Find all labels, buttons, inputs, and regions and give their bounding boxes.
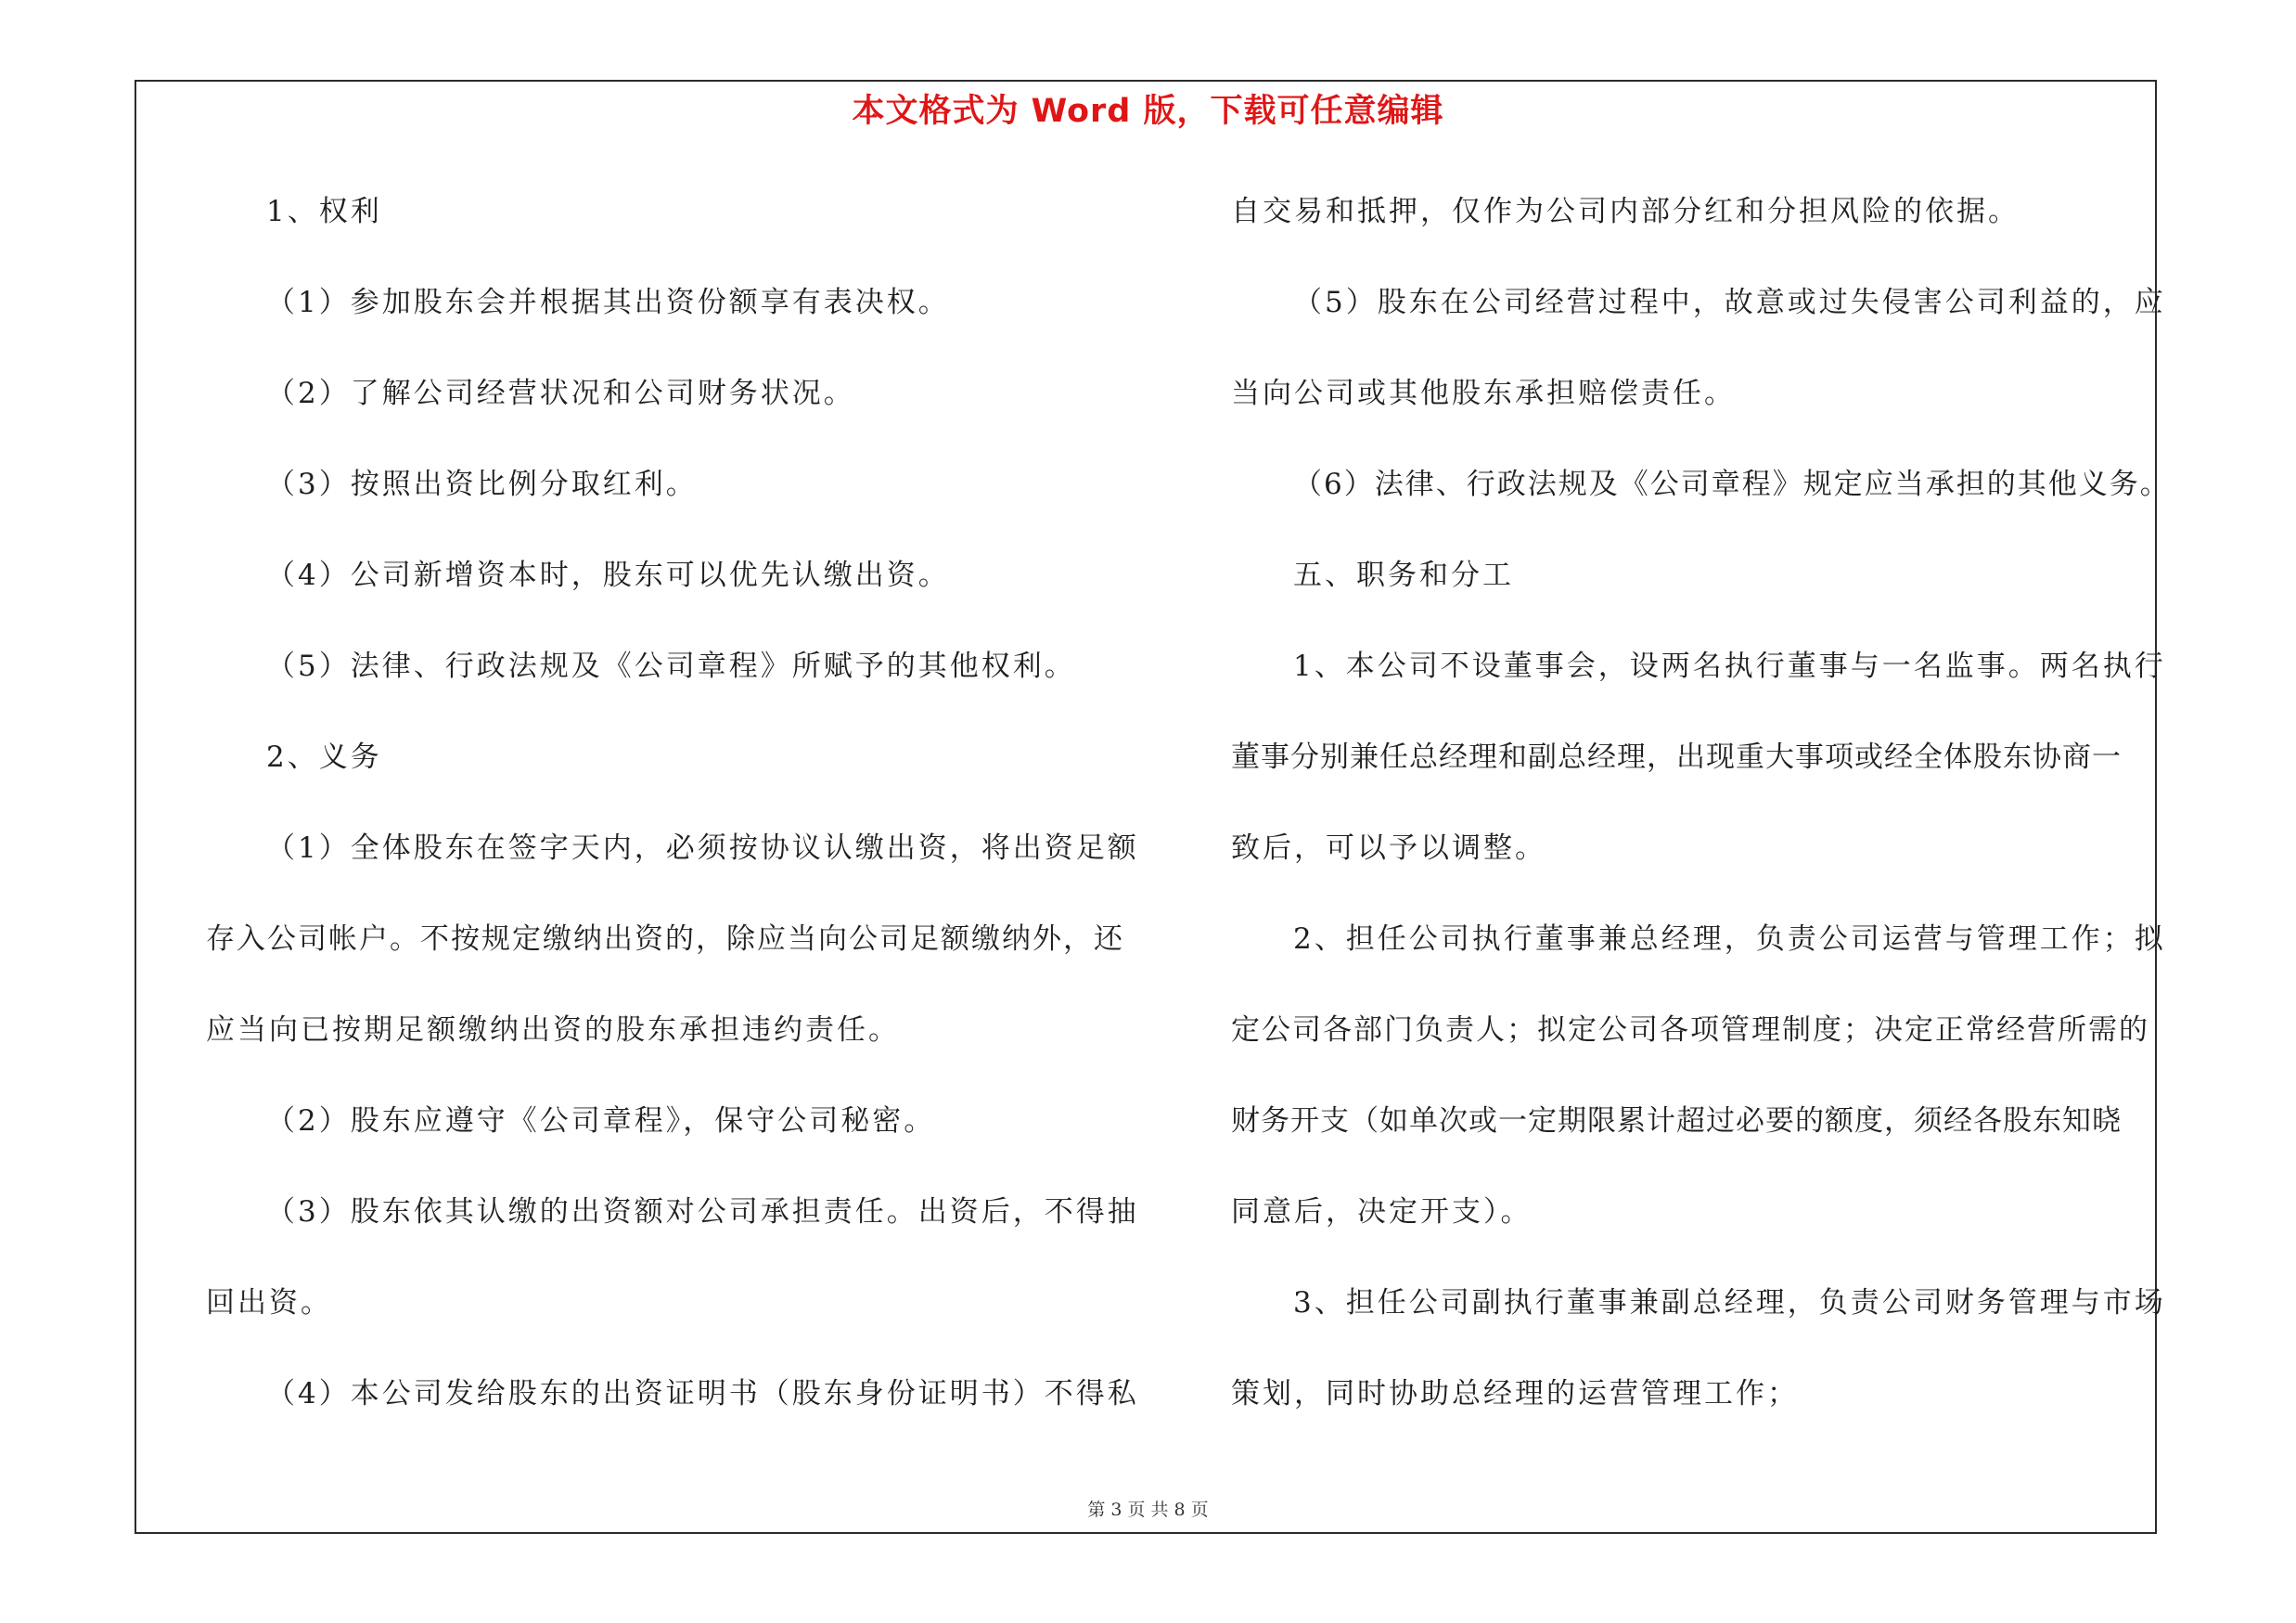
document-banner: 本文格式为 Word 版，下载可任意编辑 [852, 93, 1444, 130]
heading-duties-division: 五、职务和分工 [1293, 559, 1514, 592]
paragraph-line: 财务开支（如单次或一定期限累计超过必要的额度，须经各股东知晓 [1231, 1104, 2122, 1138]
paragraph-line: 存入公司帐户。不按规定缴纳出资的，除应当向公司足额缴纳外，还 [206, 922, 1124, 956]
paragraph-line: 3、担任公司副执行董事兼副总经理，负责公司财务管理与市场 [1293, 1286, 2166, 1320]
paragraph-line: 定公司各部门负责人；拟定公司各项管理制度；决定正常经营所需的 [1231, 1013, 2149, 1047]
paragraph-line: （2）了解公司经营状况和公司财务状况。 [266, 377, 855, 410]
paragraph-line: 自交易和抵押，仅作为公司内部分红和分担风险的依据。 [1231, 195, 2020, 228]
paragraph-line: （2）股东应遵守《公司章程》，保守公司秘密。 [266, 1104, 936, 1138]
paragraph-line: （3）股东依其认缴的出资额对公司承担责任。出资后，不得抽 [266, 1195, 1139, 1229]
paragraph-line: 策划，同时协助总经理的运营管理工作； [1231, 1377, 1799, 1410]
paragraph-line: 董事分别兼任总经理和副总经理，出现重大事项或经全体股东协商一 [1231, 741, 2122, 774]
heading-obligations: 2、义务 [266, 741, 382, 774]
paragraph-line: 回出资。 [206, 1286, 332, 1320]
paragraph-line: （4）公司新增资本时，股东可以优先认缴出资。 [266, 559, 950, 592]
paragraph-line: 2、担任公司执行董事兼总经理，负责公司运营与管理工作；拟 [1293, 922, 2166, 956]
paragraph-line: （5）法律、行政法规及《公司章程》所赋予的其他权利。 [266, 650, 1076, 683]
paragraph-line: （1）参加股东会并根据其出资份额享有表决权。 [266, 286, 950, 319]
paragraph-line: 当向公司或其他股东承担赔偿责任。 [1231, 377, 1736, 410]
paragraph-line: （4）本公司发给股东的出资证明书（股东身份证明书）不得私 [266, 1377, 1139, 1410]
paragraph-line: 1、本公司不设董事会，设两名执行董事与一名监事。两名执行 [1293, 650, 2166, 683]
paragraph-line: （1）全体股东在签字天内，必须按协议认缴出资，将出资足额 [266, 831, 1139, 865]
heading-rights: 1、权利 [266, 195, 382, 228]
paragraph-line: （6）法律、行政法规及《公司章程》规定应当承担的其他义务。 [1293, 468, 2171, 501]
page-number-footer: 第 3 页 共 8 页 [1087, 1500, 1209, 1520]
paragraph-line: （5）股东在公司经营过程中，故意或过失侵害公司利益的，应 [1293, 286, 2166, 319]
paragraph-line: 同意后，决定开支）。 [1231, 1195, 1533, 1229]
paragraph-line: 应当向已按期足额缴纳出资的股东承担违约责任。 [206, 1013, 900, 1047]
paragraph-line: 致后，可以予以调整。 [1231, 831, 1546, 865]
paragraph-line: （3）按照出资比例分取红利。 [266, 468, 698, 501]
